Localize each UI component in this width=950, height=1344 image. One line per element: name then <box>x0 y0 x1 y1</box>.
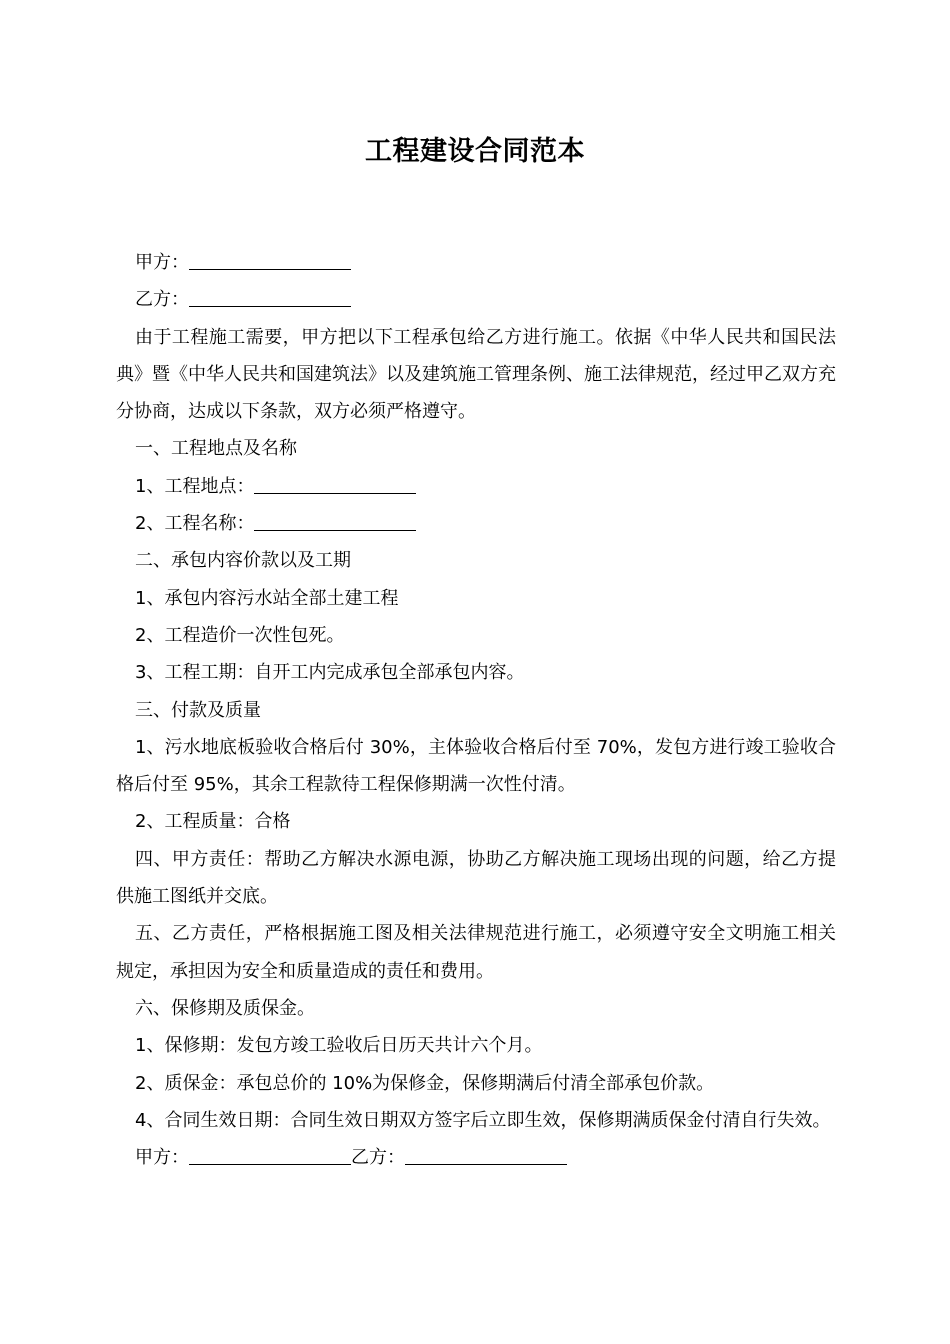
section-3-heading: 三、付款及质量 <box>135 699 261 721</box>
party-a-label: 甲方： <box>135 252 189 273</box>
section-6-item-1: 1、保修期：发包方竣工验收后日历天共计六个月。 <box>135 1035 543 1057</box>
project-name-line <box>116 505 836 542</box>
party-b-label: 乙方： <box>135 289 189 311</box>
sign-a-label: 甲方： <box>135 1147 189 1169</box>
section-3-item-2: 2、工程质量：合格 <box>135 811 291 833</box>
signature-line <box>116 1139 836 1176</box>
document-title: 工程建设合同范本 <box>365 136 585 167</box>
section-5-paragraph: 五、乙方责任，严格根据施工图及相关法律规范进行施工，必须遵守安全文明施工相关规定，承担因为安全和质量造成的责任和费用。 <box>116 923 836 982</box>
site-location-blank[interactable] <box>254 475 416 494</box>
intro-paragraph: 由于工程施工需要，甲方把以下工程承包给乙方进行施工。依据《中华人民共和国民法典》暨《中华人民共和国建筑法》以及建筑施工管理条例、施工法律规范，经过甲乙双方充分协商，达成以下条款，双方必须严格遵守。 <box>116 326 836 423</box>
party-b-blank[interactable] <box>189 288 351 307</box>
section-2-item-1: 1、承包内容污水站全部土建工程 <box>135 587 399 609</box>
project-name-label: 2、工程名称： <box>135 513 255 535</box>
site-location-line <box>116 468 836 505</box>
section-1-heading: 一、工程地点及名称 <box>135 438 297 460</box>
party-a-blank[interactable] <box>189 251 351 270</box>
section-2-item-3: 3、工程工期：自开工内完成承包全部承包内容。 <box>135 662 525 684</box>
sign-b-blank[interactable] <box>405 1146 567 1165</box>
project-name-blank[interactable] <box>254 512 416 531</box>
sign-a-blank[interactable] <box>189 1146 351 1165</box>
party-b-line <box>116 281 836 318</box>
section-6-item-2: 2、质保金：承包总价的 10%为保修金，保修期满后付清全部承包价款。 <box>135 1072 715 1094</box>
section-6-heading: 六、保修期及质保金。 <box>135 997 315 1019</box>
section-2-item-2: 2、工程造价一次性包死。 <box>135 624 345 646</box>
section-3-item-1: 1、污水地底板验收合格后付 30%，主体验收合格后付至 70%，发包方进行竣工验收合格后付至 95%，其余工程款待工程保修期满一次性付清。 <box>116 736 836 796</box>
section-6-item-4: 4、合同生效日期：合同生效日期双方签字后立即生效，保修期满质保金付清自行失效。 <box>135 1109 831 1131</box>
site-location-label: 1、工程地点： <box>135 475 255 497</box>
section-4-paragraph: 四、甲方责任：帮助乙方解决水源电源，协助乙方解决施工现场出现的问题，给乙方提供施工图纸并交底。 <box>116 848 836 908</box>
sign-b-label: 乙方： <box>351 1147 405 1169</box>
section-2-heading: 二、承包内容价款以及工期 <box>135 550 351 572</box>
party-a-line <box>116 244 836 281</box>
document-body <box>116 244 836 1176</box>
